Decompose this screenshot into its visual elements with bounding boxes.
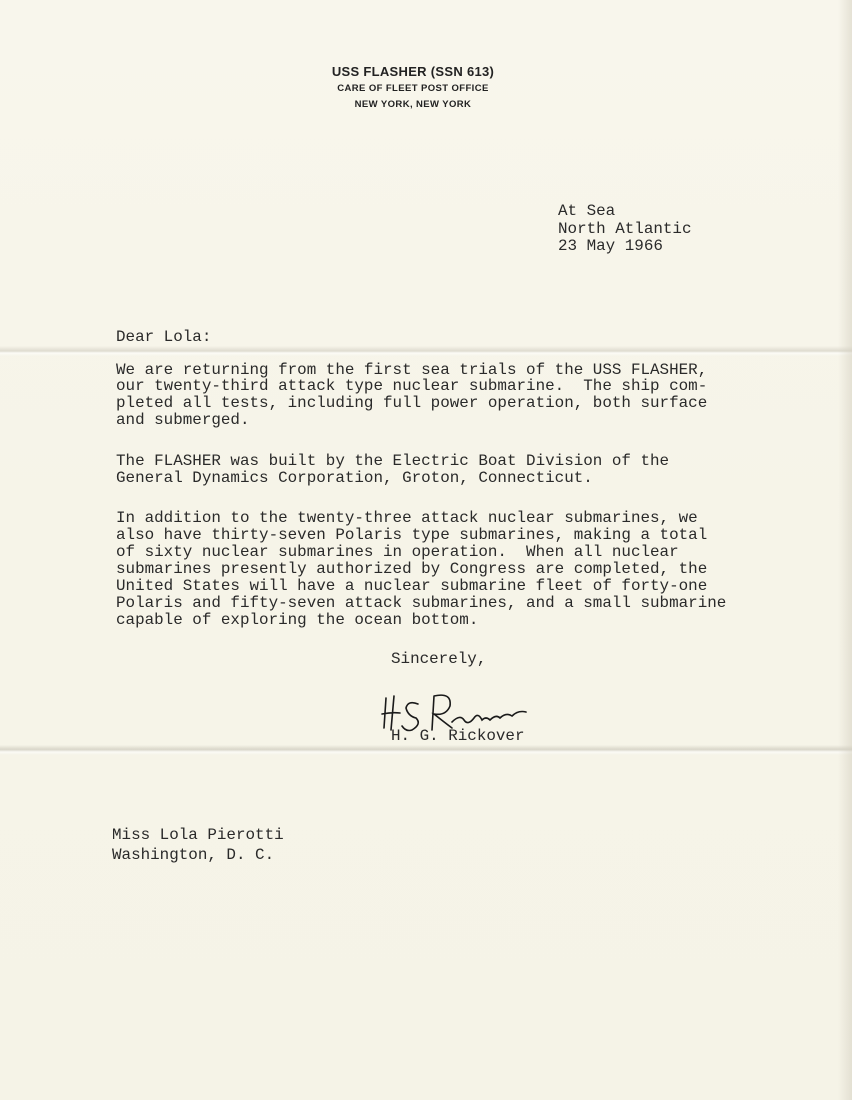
text-line: submarines presently authorized by Congress are completed, the xyxy=(116,560,708,578)
text-line: also have thirty-seven Polaris type submarines, making a total xyxy=(116,526,708,544)
text-line: Polaris and fifty-seven attack submarines, and a small submarine xyxy=(116,594,727,612)
text-line: We are returning from the first sea trials of the USS FLASHER, xyxy=(116,361,708,379)
dateline-date: 23 May 1966 xyxy=(558,237,663,255)
paper-fold-line xyxy=(0,745,852,755)
text-line: General Dynamics Corporation, Groton, Connecticut. xyxy=(116,469,593,487)
recipient-name: Miss Lola Pierotti xyxy=(112,826,284,844)
paper-fold-line xyxy=(0,346,852,356)
text-line: and submerged. xyxy=(116,411,250,429)
text-line: capable of exploring the ocean bottom. xyxy=(116,611,479,629)
letterhead-ship-name: USS FLASHER (SSN 613) xyxy=(331,64,495,79)
salutation: Dear Lola: xyxy=(116,328,212,346)
text-line: The FLASHER was built by the Electric Boat Division of the xyxy=(116,452,670,470)
dateline-region: North Atlantic xyxy=(558,220,692,238)
paper-edge xyxy=(838,0,852,1100)
closing: Sincerely, xyxy=(391,650,487,668)
letterhead-address-line: CARE OF FLEET POST OFFICE xyxy=(337,83,489,94)
recipient-city: Washington, D. C. xyxy=(112,846,275,864)
text-line: pleted all tests, including full power operation, both surface xyxy=(116,394,708,412)
letterhead-city: NEW YORK, NEW YORK xyxy=(354,99,472,110)
signer-name: H. G. Rickover xyxy=(391,727,525,745)
text-line: of sixty nuclear submarines in operation. When all nuclear xyxy=(116,543,679,561)
text-line: our twenty-third attack type nuclear submarine. The ship com- xyxy=(116,377,708,395)
text-line: In addition to the twenty-three attack nuclear submarines, we xyxy=(116,509,698,527)
text-line: United States will have a nuclear submarine fleet of forty-one xyxy=(116,577,708,595)
dateline-location: At Sea xyxy=(558,202,616,220)
